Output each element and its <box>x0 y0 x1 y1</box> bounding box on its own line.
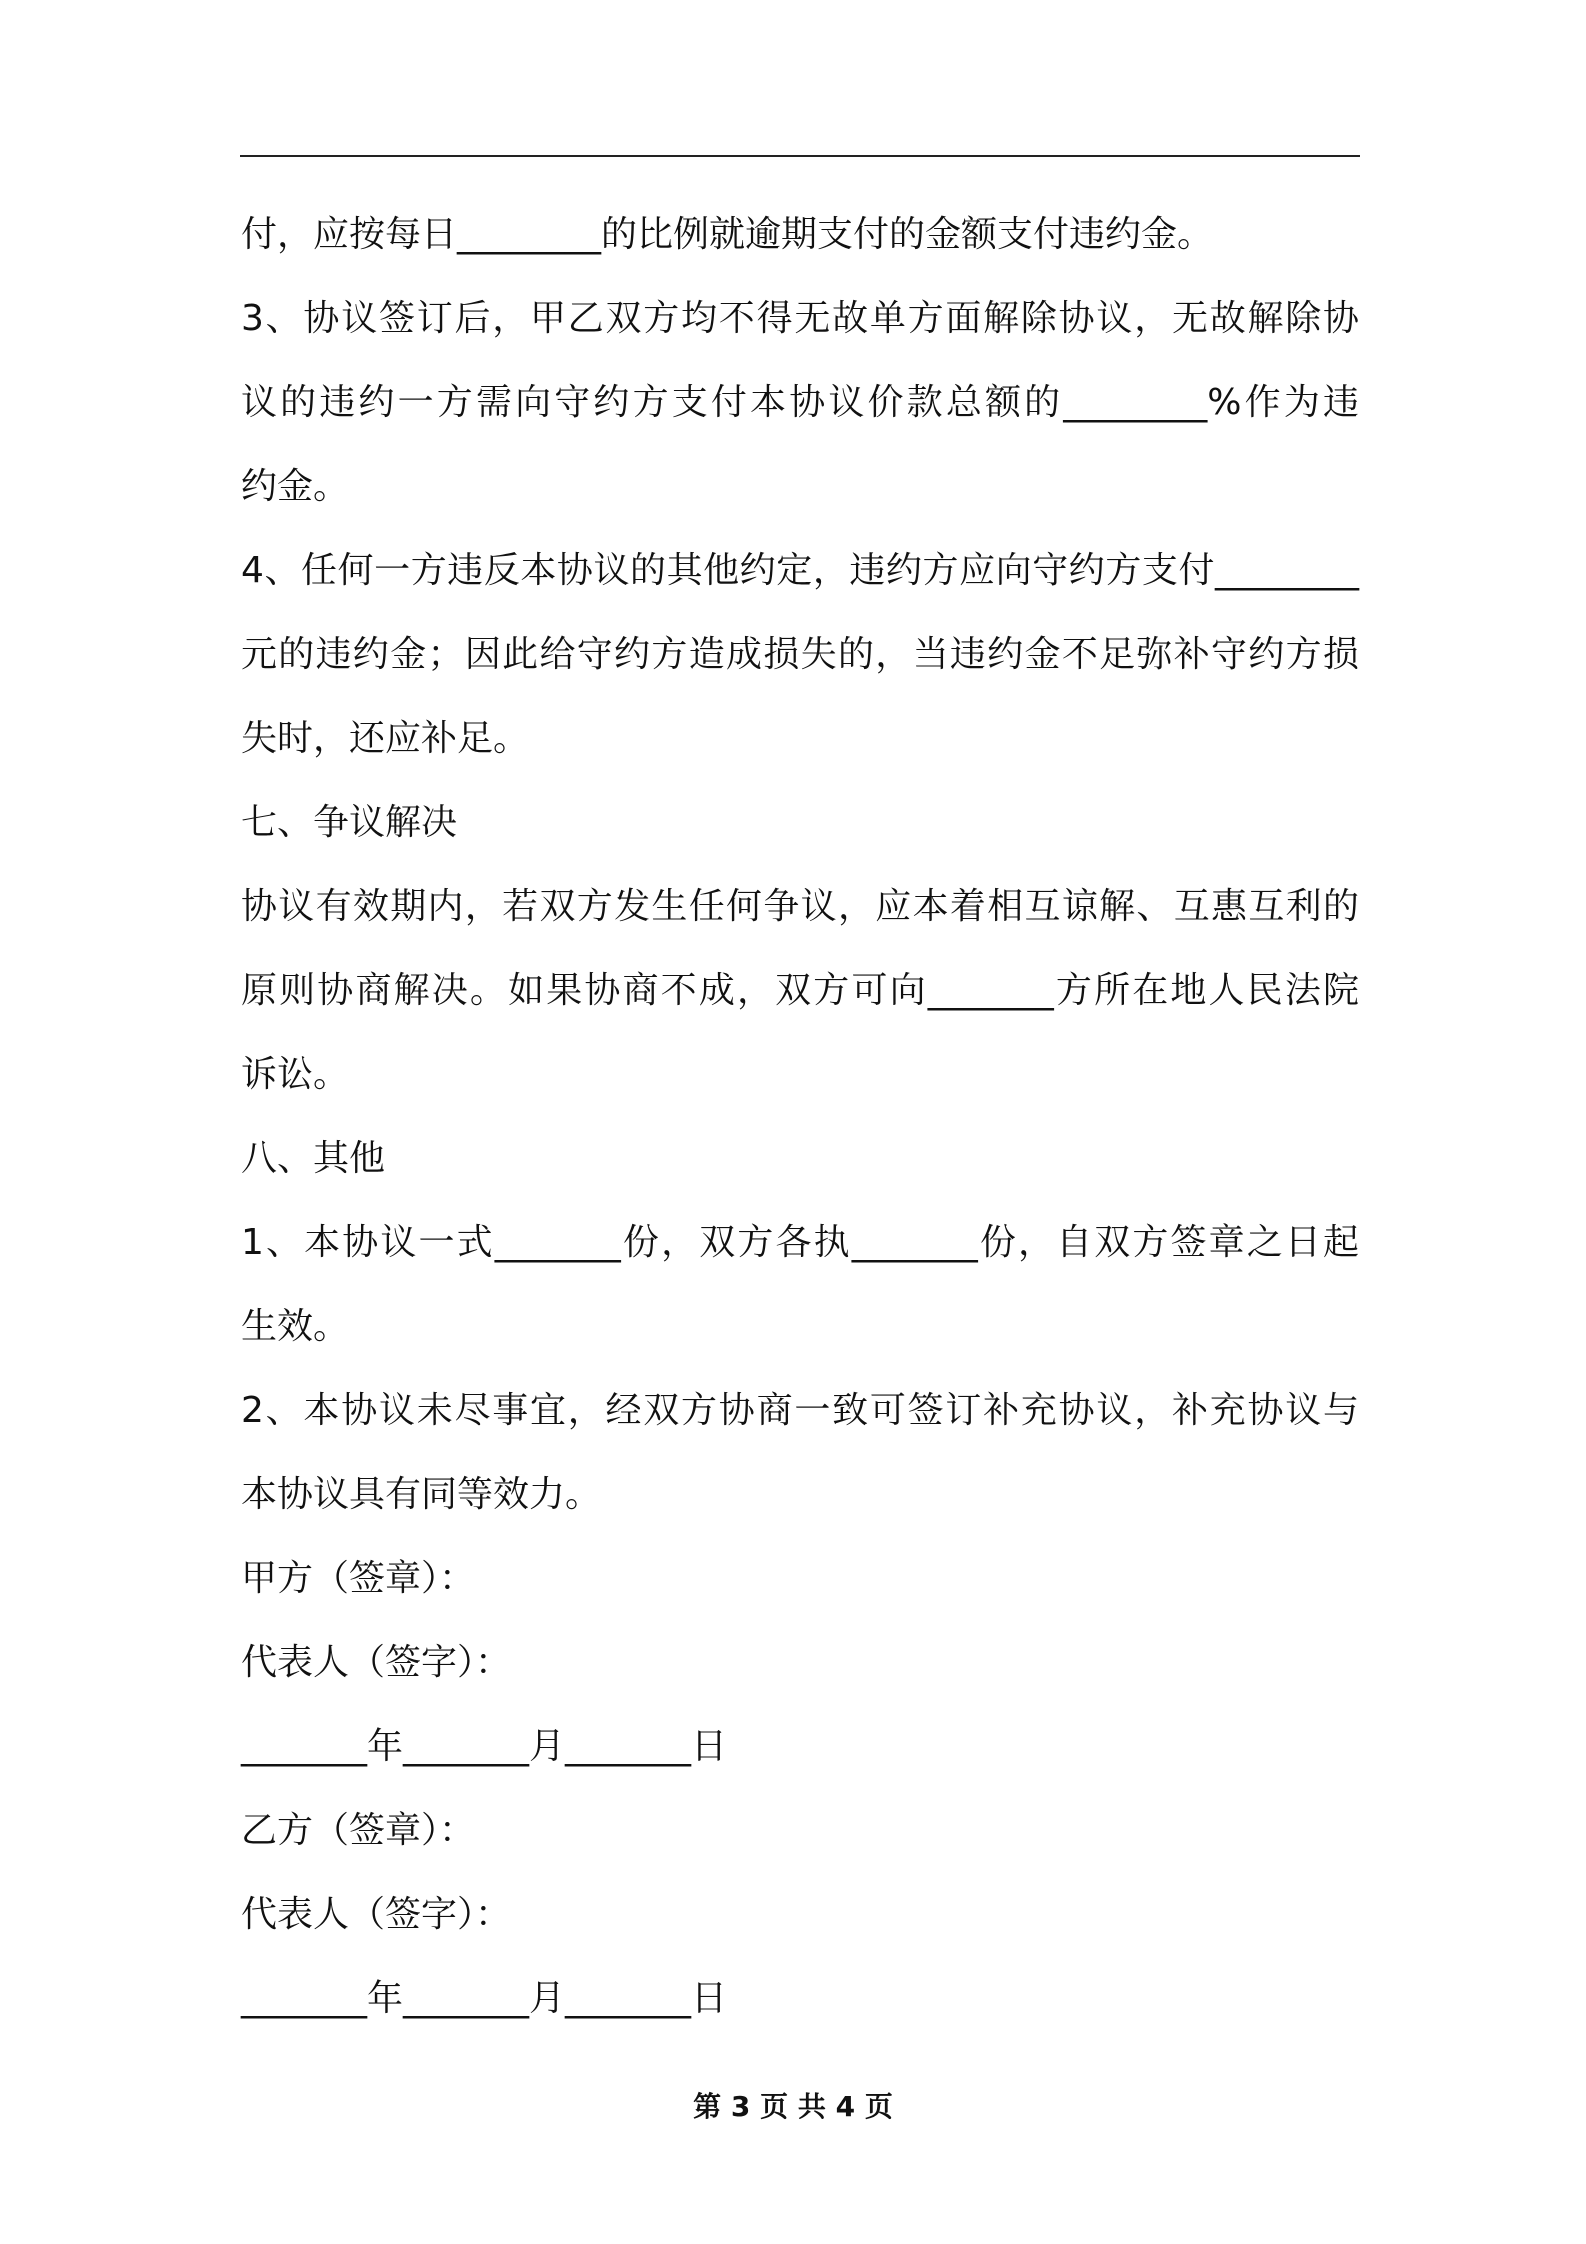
party-b-seal-label: 乙方（签章）： <box>241 1810 476 1851</box>
page-number: 第 3 页 共 4 页 <box>693 2090 893 2123</box>
text-line: 生效。 <box>241 1306 350 1347</box>
document-body <box>241 193 1359 2041</box>
text-line: 1、本协议一式_______份，双方各执_______份，自双方签章之日起 <box>241 1222 1359 1263</box>
text-line: 付，应按每日________的比例就逾期支付的金额支付违约金。 <box>241 214 1214 255</box>
text-line: 诉讼。 <box>241 1054 350 1095</box>
text-line: 协议有效期内，若双方发生任何争议，应本着相互谅解、互惠互利的 <box>241 886 1359 927</box>
text-line: 原则协商解决。如果协商不成，双方可向_______方所在地人民法院 <box>241 970 1359 1011</box>
party-a-date-line: _______年_______月_______日 <box>241 1726 727 1767</box>
text-line: 4、任何一方违反本协议的其他约定，违约方应向守约方支付________ <box>241 550 1359 591</box>
section-heading: 七、争议解决 <box>241 802 458 843</box>
party-a-seal-label: 甲方（签章）： <box>241 1558 476 1599</box>
section-heading: 八、其他 <box>241 1138 386 1179</box>
text-line: 3、协议签订后，甲乙双方均不得无故单方面解除协议，无故解除协 <box>241 298 1359 339</box>
party-a-representative-label: 代表人（签字）： <box>241 1642 512 1683</box>
text-line: 元的违约金；因此给守约方造成损失的，当违约金不足弥补守约方损 <box>241 634 1359 675</box>
text-line: 议的违约一方需向守约方支付本协议价款总额的________%作为违 <box>241 382 1359 423</box>
text-line: 本协议具有同等效力。 <box>241 1474 602 1515</box>
party-b-representative-label: 代表人（签字）： <box>241 1894 512 1935</box>
header-rule <box>240 155 1360 157</box>
text-line: 失时，还应补足。 <box>241 718 530 759</box>
text-line: 约金。 <box>241 466 350 507</box>
party-b-date-line: _______年_______月_______日 <box>241 1978 727 2019</box>
text-line: 2、本协议未尽事宜，经双方协商一致可签订补充协议，补充协议与 <box>241 1390 1359 1431</box>
